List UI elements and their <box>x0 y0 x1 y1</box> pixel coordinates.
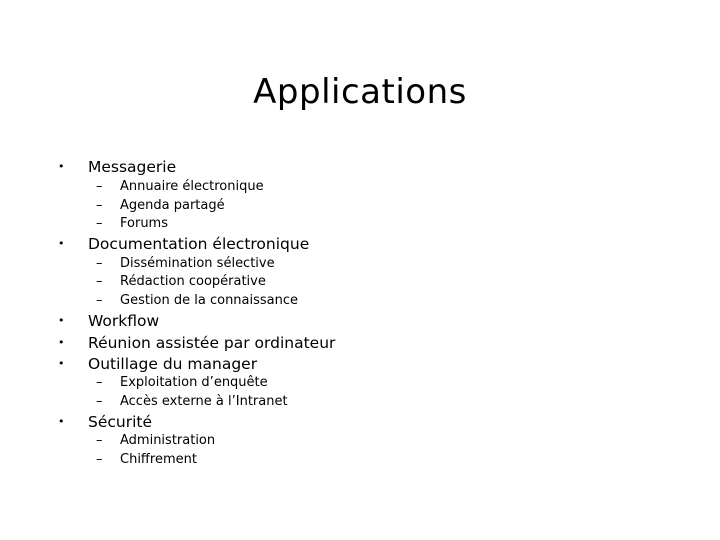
bullet-icon: • <box>58 237 65 250</box>
bullet-label: Workflow <box>88 312 160 330</box>
sub-item-label: Agenda partagé <box>120 198 225 213</box>
sub-item-label: Forums <box>120 216 168 231</box>
bullet-icon: • <box>58 160 65 173</box>
dash-icon: – <box>96 452 103 467</box>
bullet-icon: • <box>58 415 65 428</box>
sub-item-label: Administration <box>120 433 216 448</box>
bullet-icon: • <box>58 336 65 349</box>
slide-title: Applications <box>253 72 467 112</box>
bullet-label: Messagerie <box>88 158 177 176</box>
sub-item-label: Annuaire électronique <box>120 179 264 194</box>
dash-icon: – <box>96 274 103 289</box>
bullet-label: Documentation électronique <box>88 235 310 253</box>
bullet-label: Outillage du manager <box>88 355 258 373</box>
dash-icon: – <box>96 375 103 390</box>
sub-item-label: Rédaction coopérative <box>120 274 266 289</box>
sub-item-label: Accès externe à l’Intranet <box>120 394 288 409</box>
bullet-label: Réunion assistée par ordinateur <box>88 334 336 352</box>
sub-item-label: Dissémination sélective <box>120 256 275 271</box>
sub-item-label: Exploitation d’enquête <box>120 375 268 390</box>
bullet-label: Sécurité <box>88 413 153 431</box>
dash-icon: – <box>96 198 103 213</box>
bullet-icon: • <box>58 357 65 370</box>
dash-icon: – <box>96 179 103 194</box>
sub-item-label: Chiffrement <box>120 452 197 467</box>
dash-icon: – <box>96 216 103 231</box>
dash-icon: – <box>96 256 103 271</box>
dash-icon: – <box>96 433 103 448</box>
sub-item-label: Gestion de la connaissance <box>120 293 299 308</box>
dash-icon: – <box>96 394 103 409</box>
dash-icon: – <box>96 293 103 308</box>
bullet-icon: • <box>58 314 65 327</box>
